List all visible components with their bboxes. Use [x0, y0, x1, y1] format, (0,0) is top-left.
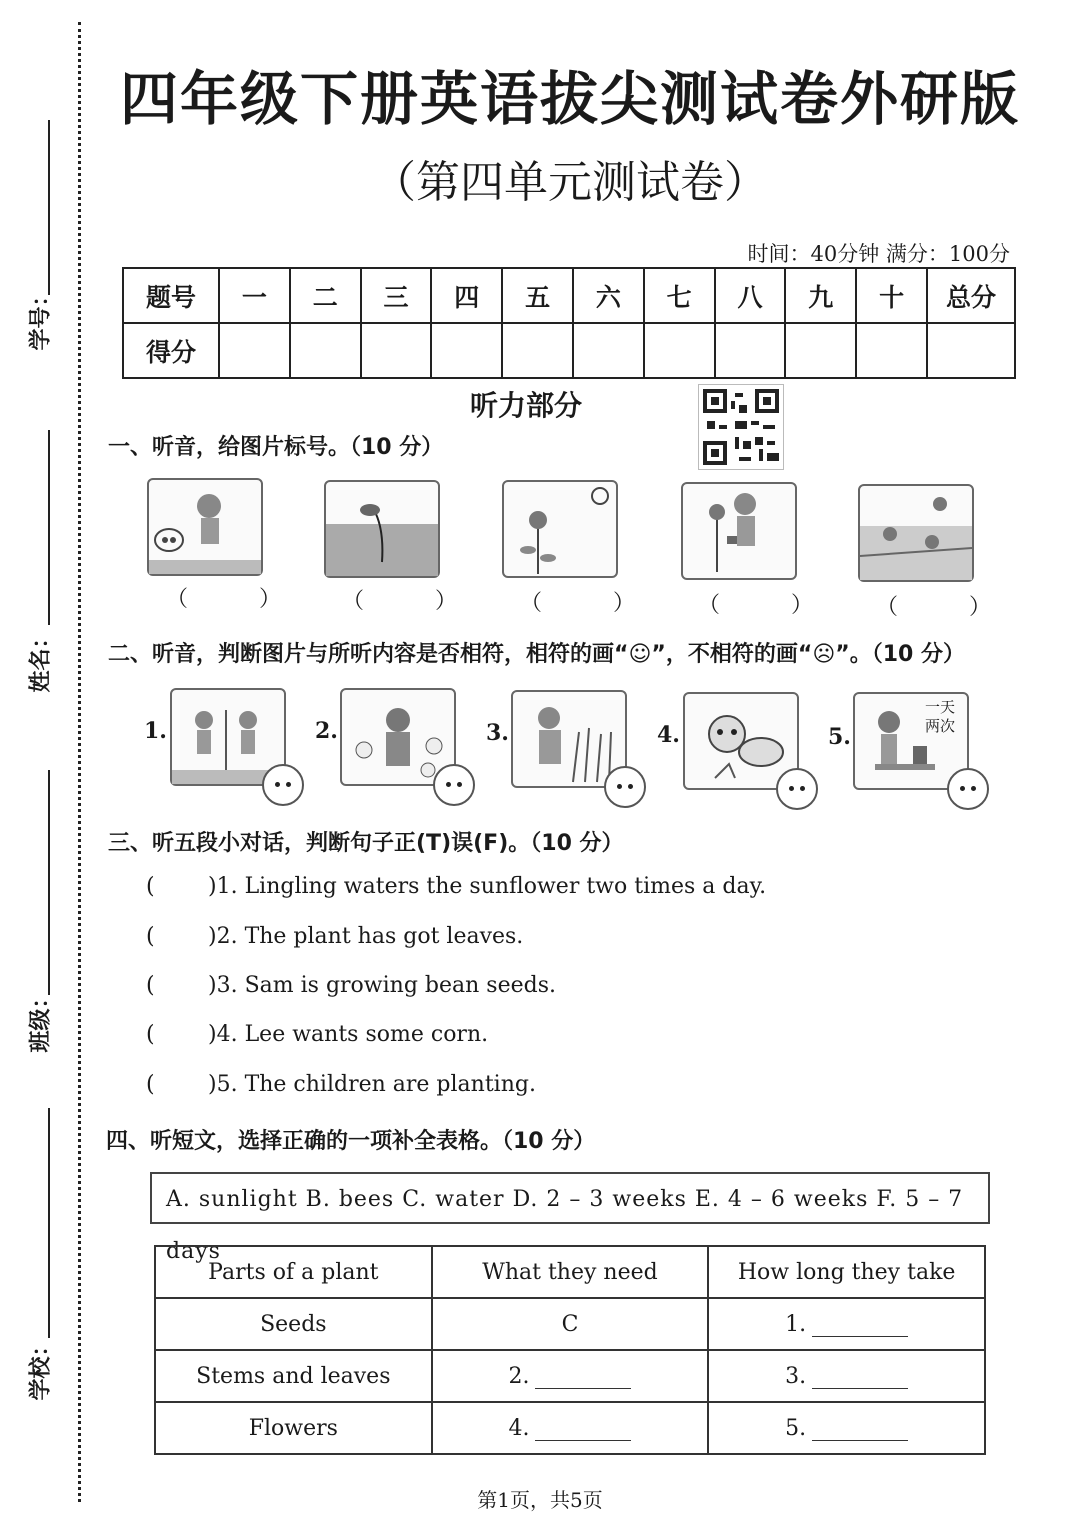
score-col: 四	[431, 268, 502, 323]
binding-dashed-line	[78, 22, 81, 1502]
section2-title: 二、听音，判断图片与所听内容是否相符，相符的画“☺”，不相符的画“☹”。（10 分）	[108, 642, 965, 667]
time-and-score-info: 时间：40分钟 满分：100分	[747, 242, 1010, 266]
score-cell[interactable]	[361, 323, 432, 378]
score-cell[interactable]	[856, 323, 927, 378]
class-line	[48, 770, 50, 995]
face-answer-5[interactable]	[947, 768, 989, 810]
score-cell[interactable]	[785, 323, 856, 378]
section4-title: 四、听短文，选择正确的一项补全表格。（10 分）	[106, 1129, 596, 1154]
face-answer-2[interactable]	[433, 764, 475, 806]
picture-number: 5.	[828, 724, 851, 750]
take-cell[interactable]: 3.	[708, 1350, 985, 1402]
score-table-header-row	[123, 268, 1015, 323]
take-cell[interactable]: 1.	[708, 1298, 985, 1350]
picture-number: 3.	[486, 720, 509, 746]
tf-item-1: ( )1. Lingling waters the sunflower two times a day.	[146, 874, 767, 899]
tf-item-4: ( )4. Lee wants some corn.	[146, 1022, 489, 1047]
tf-item-3: ( )3. Sam is growing bean seeds.	[146, 973, 556, 998]
answer-blank[interactable]	[535, 1368, 631, 1389]
part-cell: Flowers	[155, 1402, 432, 1454]
answer-paren-2[interactable]: （ ）	[342, 589, 489, 614]
class-label: 班级：	[28, 986, 54, 1053]
score-col: 七	[644, 268, 715, 323]
score-col: 二	[290, 268, 361, 323]
page-subtitle: （第四单元测试卷）	[372, 157, 768, 208]
table-row	[155, 1350, 985, 1402]
school-line	[48, 1108, 50, 1338]
score-cell[interactable]	[219, 323, 290, 378]
score-table-score-row	[123, 323, 1015, 378]
tf-item-2: ( )2. The plant has got leaves.	[146, 924, 524, 949]
picture-people-in-field	[858, 484, 974, 582]
score-cell[interactable]	[927, 323, 1015, 378]
page-footer: 第1页，共5页	[477, 1488, 603, 1512]
face-answer-1[interactable]	[262, 764, 304, 806]
answer-paren-1[interactable]: （ ）	[166, 587, 313, 612]
picture-sunflower-with-sun	[502, 480, 618, 578]
picture-number: 2.	[315, 718, 338, 744]
face-answer-4[interactable]	[776, 768, 818, 810]
take-cell[interactable]: 5.	[708, 1402, 985, 1454]
face-answer-3[interactable]	[604, 766, 646, 808]
listening-part-title: 听力部分	[470, 389, 583, 422]
col-header-need: What they need	[432, 1246, 709, 1298]
col-header-take: How long they take	[708, 1246, 985, 1298]
score-cell[interactable]	[573, 323, 644, 378]
score-col: 五	[502, 268, 573, 323]
picture-number: 4.	[657, 722, 680, 748]
part-cell: Seeds	[155, 1298, 432, 1350]
answer-paren-3[interactable]: （ ）	[520, 591, 667, 616]
score-col: 一	[219, 268, 290, 323]
need-cell[interactable]: 4.	[432, 1402, 709, 1454]
col-header-part: Parts of a plant	[155, 1246, 432, 1298]
tf-item-5: ( )5. The children are planting.	[146, 1072, 536, 1097]
plant-table	[154, 1245, 986, 1455]
options-box: A. sunlight B. bees C. water D. 2 – 3 weeks E. 4 – 6 weeks F. 5 – 7 days	[150, 1172, 990, 1224]
table-row	[155, 1298, 985, 1350]
score-cell[interactable]	[715, 323, 786, 378]
answer-blank[interactable]	[535, 1420, 631, 1441]
score-header-label: 题号	[123, 268, 219, 323]
score-col: 八	[715, 268, 786, 323]
score-col: 十	[856, 268, 927, 323]
score-col: 三	[361, 268, 432, 323]
picture-caption: 一天 两次	[925, 698, 956, 735]
score-cell[interactable]	[431, 323, 502, 378]
need-cell[interactable]: 2.	[432, 1350, 709, 1402]
name-label: 姓名：	[28, 626, 54, 693]
student-number-label: 学号：	[28, 284, 54, 351]
score-cell[interactable]	[644, 323, 715, 378]
section1-title: 一、听音，给图片标号。（10 分）	[108, 435, 444, 460]
score-table	[122, 267, 1016, 379]
page-title: 四年级下册英语拔尖测试卷外研版	[120, 65, 1021, 133]
score-row-label: 得分	[123, 323, 219, 378]
picture-boy-watering-sunflower	[681, 482, 797, 580]
answer-paren-5[interactable]: （ ）	[876, 595, 1023, 620]
score-col-total: 总分	[927, 268, 1015, 323]
plant-table-header	[155, 1246, 985, 1298]
answer-blank[interactable]	[812, 1368, 908, 1389]
table-row	[155, 1402, 985, 1454]
student-number-line	[48, 120, 50, 295]
score-col: 九	[785, 268, 856, 323]
answer-blank[interactable]	[812, 1316, 908, 1337]
score-col: 六	[573, 268, 644, 323]
qr-code-icon[interactable]	[698, 384, 784, 470]
section3-title: 三、听五段小对话，判断句子正(T)误(F)。（10 分）	[108, 831, 624, 856]
picture-boy-planting-seeds	[147, 478, 263, 576]
school-label: 学校：	[28, 1334, 54, 1401]
score-cell[interactable]	[502, 323, 573, 378]
answer-paren-4[interactable]: （ ）	[698, 593, 845, 618]
answer-blank[interactable]	[812, 1420, 908, 1441]
picture-sprouting-seed	[324, 480, 440, 578]
name-line	[48, 430, 50, 625]
part-cell: Stems and leaves	[155, 1350, 432, 1402]
picture-number: 1.	[144, 718, 167, 744]
score-cell[interactable]	[290, 323, 361, 378]
need-cell: C	[432, 1298, 709, 1350]
